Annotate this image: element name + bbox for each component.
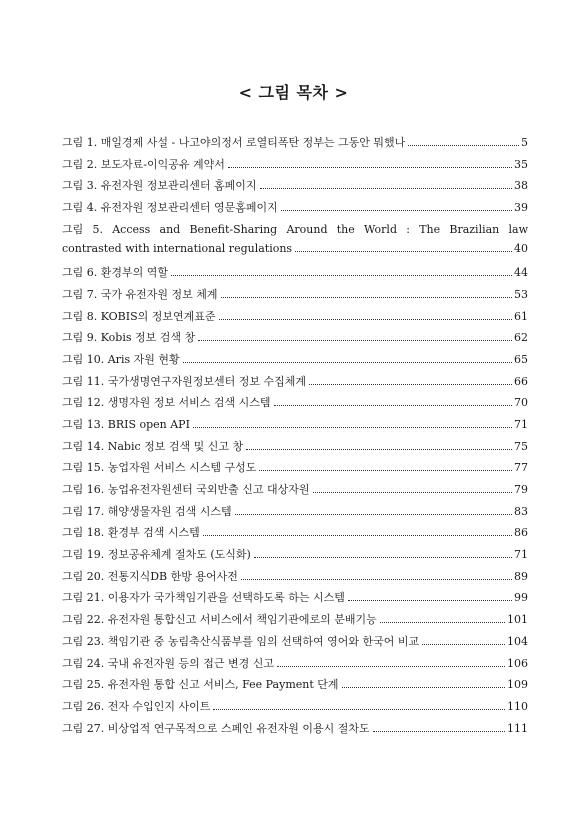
toc-entry[interactable] bbox=[62, 589, 528, 611]
toc-entry[interactable] bbox=[62, 568, 528, 590]
toc-entry-label: 그림 23. 책임기관 중 농림축산식품부를 임의 선택하여 영어와 한국어 비교 bbox=[62, 634, 420, 648]
toc-entry-label: 그림 12. 생명자원 정보 서비스 검색 시스템 bbox=[62, 396, 271, 410]
toc-entry-page: 40 bbox=[514, 242, 528, 256]
toc-entry-label: 그림 1. 매일경제 사설 - 나고야의정서 로열티폭탄 정부는 그동안 뭐했나 bbox=[62, 136, 406, 149]
toc-entry[interactable] bbox=[62, 308, 528, 330]
toc-entry-page: 77 bbox=[514, 461, 528, 475]
toc-entry-label: 그림 17. 해양생물자원 검색 시스템 bbox=[62, 504, 232, 518]
toc-entry-label: 그림 11. 국가생명연구자원정보센터 정보 수집체계 bbox=[62, 374, 306, 388]
toc-entry[interactable] bbox=[62, 524, 528, 546]
toc-entry-page: 110 bbox=[507, 699, 528, 713]
toc-entry-label: 그림 8. KOBIS의 정보연계표준 bbox=[62, 309, 216, 323]
toc-entry[interactable] bbox=[62, 611, 528, 633]
toc-entry-page: 61 bbox=[514, 309, 528, 323]
toc-entry[interactable] bbox=[62, 698, 528, 720]
toc-entry-label: 그림 4. 유전자원 정보관리센터 영문홈페이지 bbox=[62, 201, 278, 215]
toc-entry[interactable] bbox=[62, 329, 528, 351]
dot-leader bbox=[171, 275, 512, 276]
toc-entry[interactable] bbox=[62, 503, 528, 525]
dot-leader bbox=[213, 709, 505, 710]
toc-entry-page: 53 bbox=[514, 287, 528, 301]
dot-leader bbox=[254, 557, 512, 558]
figure-toc-list bbox=[62, 134, 528, 741]
toc-entry[interactable] bbox=[62, 264, 528, 286]
dot-leader bbox=[260, 188, 513, 189]
toc-entry-label: 그림 18. 환경부 검색 시스템 bbox=[62, 526, 200, 540]
dot-leader bbox=[348, 600, 512, 601]
dot-leader bbox=[295, 251, 512, 252]
toc-entry[interactable] bbox=[62, 286, 528, 308]
toc-entry[interactable] bbox=[62, 546, 528, 568]
toc-entry[interactable] bbox=[62, 438, 528, 460]
toc-entry-page: 111 bbox=[507, 721, 528, 735]
toc-entry-page: 70 bbox=[514, 396, 528, 410]
toc-entry-label: 그림 13. BRIS open API bbox=[62, 417, 190, 431]
dot-leader bbox=[193, 427, 512, 428]
toc-entry-label: 그림 22. 유전자원 통합신고 서비스에서 책임기관에로의 분배기능 bbox=[62, 613, 377, 627]
toc-entry-page: 109 bbox=[507, 678, 528, 692]
toc-entry-page: 66 bbox=[514, 374, 528, 388]
toc-entry-page: 86 bbox=[514, 526, 528, 540]
toc-entry[interactable] bbox=[62, 416, 528, 438]
toc-entry-label: 그림 25. 유전자원 통합 신고 서비스, Fee Payment 단계 bbox=[62, 678, 339, 692]
dot-leader bbox=[313, 492, 513, 493]
toc-entry-line1[interactable]: 그림 5. Access and Benefit-Sharing Around the World : The Brazilian law bbox=[62, 222, 528, 236]
toc-entry-label: 그림 15. 농업자원 서비스 시스템 구성도 bbox=[62, 461, 257, 475]
toc-entry[interactable] bbox=[62, 156, 528, 178]
dot-leader bbox=[274, 405, 513, 406]
dot-leader bbox=[241, 579, 512, 580]
dot-leader bbox=[203, 535, 512, 536]
toc-entry-label: 그림 6. 환경부의 역할 bbox=[62, 266, 168, 280]
toc-entry[interactable] bbox=[62, 134, 528, 156]
dot-leader bbox=[342, 687, 505, 688]
dot-leader bbox=[373, 731, 505, 732]
toc-entry-label: 그림 3. 유전자원 정보관리센터 홈페이지 bbox=[62, 179, 257, 193]
toc-entry-page: 39 bbox=[514, 201, 528, 215]
toc-entry-page: 38 bbox=[514, 179, 528, 193]
toc-entry-label: 그림 20. 전통지식DB 한방 용어사전 bbox=[62, 569, 238, 583]
toc-entry-label: 그림 16. 농업유전자원센터 국외반출 신고 대상자원 bbox=[62, 483, 310, 496]
toc-entry-page: 62 bbox=[514, 331, 528, 345]
dot-leader bbox=[309, 384, 512, 385]
toc-entry[interactable] bbox=[62, 655, 528, 677]
dot-leader bbox=[281, 210, 512, 211]
toc-entry[interactable] bbox=[62, 373, 528, 395]
toc-entry[interactable] bbox=[62, 199, 528, 221]
toc-entry-label: 그림 7. 국가 유전자원 정보 체계 bbox=[62, 287, 218, 301]
toc-entry-page: 99 bbox=[514, 591, 528, 605]
toc-entry-label: contrasted with international regulations bbox=[62, 242, 293, 256]
toc-entry-page: 71 bbox=[514, 417, 528, 431]
toc-entry-page: 89 bbox=[514, 569, 528, 583]
toc-entry-page: 83 bbox=[514, 504, 528, 518]
toc-entry[interactable] bbox=[62, 459, 528, 481]
dot-leader bbox=[422, 644, 505, 645]
dot-leader bbox=[380, 622, 505, 623]
toc-entry-label: 그림 2. 보도자료-이익공유 계약서 bbox=[62, 157, 225, 171]
toc-entry-label: 그림 9. Kobis 정보 검색 창 bbox=[62, 331, 196, 345]
toc-entry-page: 35 bbox=[514, 157, 528, 171]
toc-entry-page: 65 bbox=[514, 352, 528, 366]
toc-entry-label: 그림 26. 전자 수입인지 사이트 bbox=[62, 699, 211, 713]
dot-leader bbox=[235, 514, 512, 515]
dot-leader bbox=[259, 470, 512, 471]
toc-entry[interactable] bbox=[62, 481, 528, 503]
toc-entry-page: 5 bbox=[521, 136, 528, 149]
dot-leader bbox=[219, 319, 512, 320]
dot-leader bbox=[183, 362, 512, 363]
dot-leader bbox=[198, 340, 512, 341]
toc-entry[interactable] bbox=[62, 394, 528, 416]
toc-entry-line2[interactable] bbox=[62, 242, 528, 264]
toc-entry[interactable] bbox=[62, 351, 528, 373]
toc-entry-label: 그림 19. 정보공유체계 절차도 (도식화) bbox=[62, 548, 251, 562]
page-title: < 그림 목차 > bbox=[238, 83, 349, 102]
dot-leader bbox=[221, 297, 513, 298]
toc-entry-page: 104 bbox=[507, 634, 528, 648]
toc-entry-label: 그림 14. Nabic 정보 검색 및 신고 창 bbox=[62, 439, 244, 453]
dot-leader bbox=[246, 449, 512, 450]
toc-entry-page: 79 bbox=[514, 483, 528, 496]
dot-leader bbox=[408, 145, 519, 146]
toc-entry-page: 106 bbox=[507, 656, 528, 670]
toc-entry-page: 71 bbox=[514, 548, 528, 562]
toc-entry-page: 44 bbox=[514, 266, 528, 280]
toc-entry[interactable] bbox=[62, 633, 528, 655]
toc-entry[interactable] bbox=[62, 720, 528, 742]
toc-entry-label: 그림 21. 이용자가 국가책임기관을 선택하도록 하는 시스템 bbox=[62, 591, 345, 605]
toc-entry[interactable] bbox=[62, 676, 528, 698]
toc-entry-page: 101 bbox=[507, 613, 528, 627]
toc-entry-label: 그림 24. 국내 유전자원 등의 접근 변경 신고 bbox=[62, 656, 274, 670]
toc-entry[interactable] bbox=[62, 177, 528, 199]
toc-entry-label: 그림 27. 비상업적 연구목적으로 스페인 유전자원 이용시 절차도 bbox=[62, 721, 370, 735]
dot-leader bbox=[277, 666, 505, 667]
dot-leader bbox=[228, 167, 512, 168]
toc-entry-page: 75 bbox=[514, 439, 528, 453]
toc-entry-label: 그림 10. Aris 자원 현황 bbox=[62, 352, 180, 366]
